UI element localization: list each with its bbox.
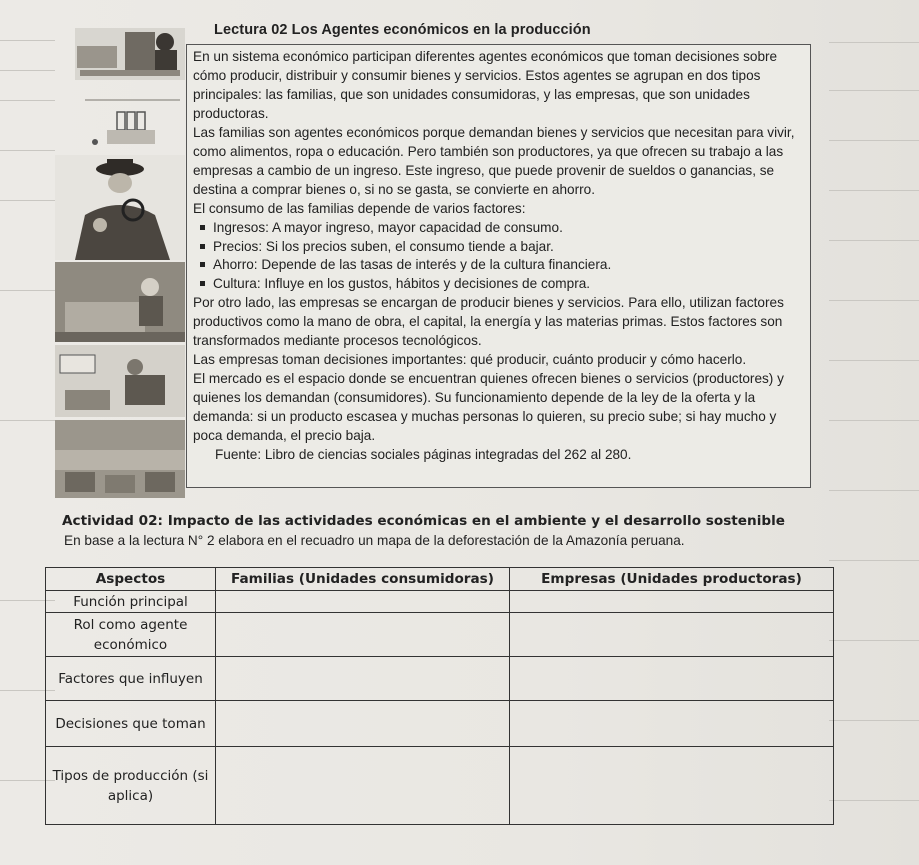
- factor-item: Cultura: Influye en los gustos, hábitos y decisiones de compra.: [213, 275, 806, 294]
- factor-item: Ingresos: A mayor ingreso, mayor capacidad de consumo.: [213, 219, 806, 238]
- reading-source: Fuente: Libro de ciencias sociales páginas integradas del 262 al 280.: [215, 447, 632, 463]
- reading-text-box: [186, 44, 811, 488]
- answer-cell-familias[interactable]: [216, 701, 510, 747]
- table-row: [46, 613, 834, 657]
- answer-cell-familias[interactable]: [216, 747, 510, 825]
- reading-paragraph: El consumo de las familias depende de varios factores:: [193, 200, 526, 216]
- factory-worker-illustration: [55, 262, 185, 342]
- comparison-table: [45, 567, 834, 825]
- row-label: Función principal: [46, 591, 216, 613]
- factor-item: Precios: Si los precios suben, el consumo tiende a bajar.: [213, 238, 806, 257]
- reading-paragraph: Por otro lado, las empresas se encargan de producir bienes y servicios. Para ello, utilizan factores productivos como la mano de obra, el capital, la energía y las materias primas. Estos factores son transformados mediante procesos tecnológicos.: [193, 295, 784, 349]
- warehouse-illustration: [55, 420, 185, 498]
- shopping-cart-illustration: [55, 82, 185, 152]
- header-familias: Familias (Unidades consumidoras): [216, 568, 510, 591]
- reading-paragraph: En un sistema económico participan diferentes agentes económicos que toman decisiones sobre cómo producir, distribuir y consumir bienes y servicios. Estos agentes se agrupan en dos tipos principales: las familias, que son unidades consumidoras, y las empresas, que son unidades productoras.: [193, 49, 778, 121]
- row-label: Factores que influyen: [46, 657, 216, 701]
- answer-cell-familias[interactable]: [216, 657, 510, 701]
- header-empresas: Empresas (Unidades productoras): [510, 568, 834, 591]
- answer-cell-familias[interactable]: [216, 613, 510, 657]
- reading-title: Lectura 02 Los Agentes económicos en la producción: [214, 22, 591, 38]
- reading-paragraph: Las empresas toman decisiones importantes: qué producir, cuánto producir y cómo hacerlo.: [193, 352, 747, 368]
- answer-cell-empresas[interactable]: [510, 747, 834, 825]
- factors-list: [193, 219, 806, 295]
- market-illustration: [55, 18, 185, 80]
- factor-item: Ahorro: Depende de las tasas de interés y de la cultura financiera.: [213, 256, 806, 275]
- answer-cell-empresas[interactable]: [510, 701, 834, 747]
- answer-cell-empresas[interactable]: [510, 657, 834, 701]
- row-label: Rol como agente económico: [46, 613, 216, 657]
- table-row: [46, 657, 834, 701]
- activity-instruction: En base a la lectura N° 2 elabora en el recuadro un mapa de la deforestación de la Amazonía peruana.: [64, 533, 685, 548]
- answer-cell-empresas[interactable]: [510, 591, 834, 613]
- answer-cell-empresas[interactable]: [510, 613, 834, 657]
- detective-illustration: [55, 155, 185, 260]
- header-aspectos: Aspectos: [46, 568, 216, 591]
- table-row: [46, 747, 834, 825]
- row-label: Tipos de producción (si aplica): [46, 747, 216, 825]
- row-label: Decisiones que toman: [46, 701, 216, 747]
- table-row: [46, 591, 834, 613]
- answer-cell-familias[interactable]: [216, 591, 510, 613]
- classroom-illustration: [55, 345, 185, 417]
- reading-paragraph: El mercado es el espacio donde se encuentran quienes ofrecen bienes o servicios (productores) y quienes los demandan (consumidores). Su funcionamiento depende de la ley de la oferta y la demanda: si un producto escasea y muchas personas lo quieren, su precio sube; si hay mucho y poca demanda, el precio baja.: [193, 371, 784, 444]
- activity-title: Actividad 02: Impacto de las actividades económicas en el ambiente y el desarrollo sostenible: [62, 513, 785, 529]
- table-row: [46, 701, 834, 747]
- reading-paragraph: Las familias son agentes económicos porque demandan bienes y servicios que necesitan para vivir, como alimentos, ropa o educación. Pero también son productores, ya que ofrecen su trabajo a las empresas a cambio de un ingreso. Este ingreso, que puede provenir de sueldos o ganancias, se destina a comprar bienes o, si no se gasta, se convierte en ahorro.: [193, 124, 795, 197]
- table-header-row: [46, 568, 834, 591]
